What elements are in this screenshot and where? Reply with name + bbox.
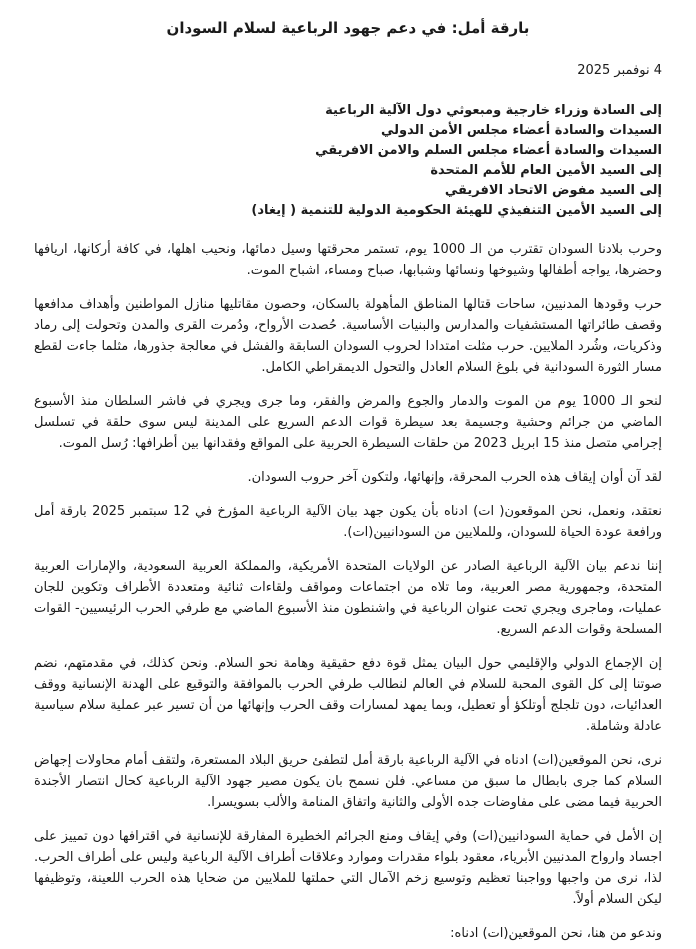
addressee-line-un-secretary-general: إلى السيد الأمين العام للأمم المتحدة bbox=[430, 163, 662, 178]
addressee-line-un-security-council: السيدات والسادة أعضاء مجلس الأمن الدولي bbox=[380, 123, 662, 138]
body-paragraph-time-to-end-war: لقد آن أوان إيقاف هذه الحرب المحرقة، وإنهائها، ولتكون آخر حروب السودان. bbox=[247, 470, 662, 485]
body-paragraph-support-quartet-statement: إننا ندعم بيان الآلية الرباعية الصادر عن الولايات المتحدة الأمريكية، والمملكة العربية السعودية، والإمارات العربية المتحدة، وجمهورية مصر العربية، وما تلاه من اجتماعات ومواقف ولقاءات ثنائية ومتعددة الأطراف وتكوين للجان عمليات، وماجرى ويجري تحت عنوان الرباعية في واشنطون منذ الأسبوع الماضي مع طرفي الحرب الرئيسيين- القوات المسلحة وقوات الدعم السريع. bbox=[34, 559, 662, 637]
addressee-line-au-peace-security-council: السيدات والسادة أعضاء مجلس السلم والامن الافريقي bbox=[315, 143, 662, 158]
addressee-line-quartet-envoys: إلى السادة وزراء خارجية ومبعوثي دول الآلية الرباعية bbox=[325, 103, 662, 118]
addressee-line-au-commissioner: إلى السيد مفوض الاتحاد الافريقي bbox=[444, 183, 662, 198]
document-date: 4 نوفمبر 2025 bbox=[577, 63, 662, 78]
body-paragraph-war-1000-days: وحرب بلادنا السودان تقترب من الـ 1000 يوم، تستمر محرقتها وسيل دمائها، ونحيب اهلها، في كافة أركانها، اريافها وحضرها، يواجه أطفالها وشيوخها ونسائها وشبابها، صباح ومساء، اشباح الموت. bbox=[34, 242, 662, 278]
body-paragraph-international-consensus: إن الإجماع الدولي والإقليمي حول البيان يمثل قوة دفع حقيقية وهامة نحو السلام. ونحن كذلك، في مقدمتهم، نضم صوتنا إلى كل القوى المحبة للسلام في العالم لنطالب طرفي الحرب بالموافقة والتوقيع على الهدنة الإنسانية ووقف العدائيات، دون تلجلج أوتلكؤ أو تعطيل، وبما يمهد لمسارات وقف الحرب وإنهائها من أن تسير عبر عملية سلام سياسية عادلة وشاملة. bbox=[34, 656, 662, 734]
closing-line: وندعو من هنا، نحن الموقعين(ات) ادناه: bbox=[450, 926, 662, 941]
letter-body bbox=[34, 239, 662, 944]
document-title: بارقة أمل: في دعم جهود الرباعية لسلام السودان bbox=[166, 19, 530, 37]
body-paragraph-quartet-statement-hope: نعتقد، ونعمل، نحن الموقعون( ات) ادناه بأن يكون جهد بيان الآلية الرباعية المؤرخ في 12 سبتمبر 2025 بارقة أمل ورافعة عودة الحياة للسودان، وللملايين من السودانيين(ات). bbox=[34, 504, 662, 540]
body-paragraph-el-fasher-crimes: لنحو الـ 1000 يوم من الموت والدمار والجوع والمرض والفقر، وما جرى ويجري في فاشر السلطان منذ الأسبوع الماضي من جرائم وحشية وجسيمة بعد سيطرة قوات الدعم السريع على المدينة ليس سوى حلقة في تسلسل إجرامي متصل منذ 15 ابريل 2023 من حلقات السيطرة الحربية على المواقع وفقدانها بين أطرافها: رُسل الموت. bbox=[34, 394, 663, 451]
body-paragraph-hope-for-protection: إن الأمل في حماية السودانيين(ات) وفي إيقاف ومنع الجرائم الخطيرة المفارقة للإنسانية في اقترافها دون تمييز على اجساد وارواح المدنيين الأبرياء، معقود بلواء مقدرات وموارد وعلاقات أطراف الآلية الرباعية وليس على أطراف الحرب. لذا، نرى من واجبها وواجبنا تعظيم وتوسيع زخم الآمال التي حملتها للملايين من ضحايا هذه الحرب اللعينة، وتوظيفها ليكن السلام أولاً. bbox=[34, 829, 662, 907]
body-paragraph-glimmer-of-hope: نرى، نحن الموقعين(ات) ادناه في الآلية الرباعية بارقة أمل لتطفئ حريق البلاد المستعرة، ولتقف أمام محاولات إجهاض السلام كما جرى بابطال ما سبق من مساعي. فلن نسمح بان يكون مصير جهود الآلية الرباعية كحال انتصار الأجندة الحربية فيما مضى على مفاوضات جده الأولى والثانية واتفاق المنامة والألب بسويسرا. bbox=[34, 753, 662, 810]
addressee-line-igad-executive-secretary: إلى السيد الأمين التنفيذي للهيئة الحكومية الدولية للتنمية ( إيغاد) bbox=[251, 203, 662, 218]
body-paragraph-war-on-civilians: حرب وقودها المدنيين، ساحات قتالها المناطق المأهولة بالسكان، وحصون مقاتليها منازل المواطنين وأهداف مدافعها وقصف طائراتها المستشفيات والمدارس والبنيات الأساسية. حُصدت الأرواح، ودُمرت القرى والمدن وتحولت إلى رماد وذكريات، وشُرد الملايين. حرب مثلت امتدادا لحروب السودان السابقة والفشل في معالجة جذورها، مثلما جاءت لقطع مسار الثورة السودانية في بلوغ السلام العادل والتحول الديمقراطي الكامل. bbox=[34, 297, 662, 375]
addressee-block bbox=[34, 101, 662, 221]
